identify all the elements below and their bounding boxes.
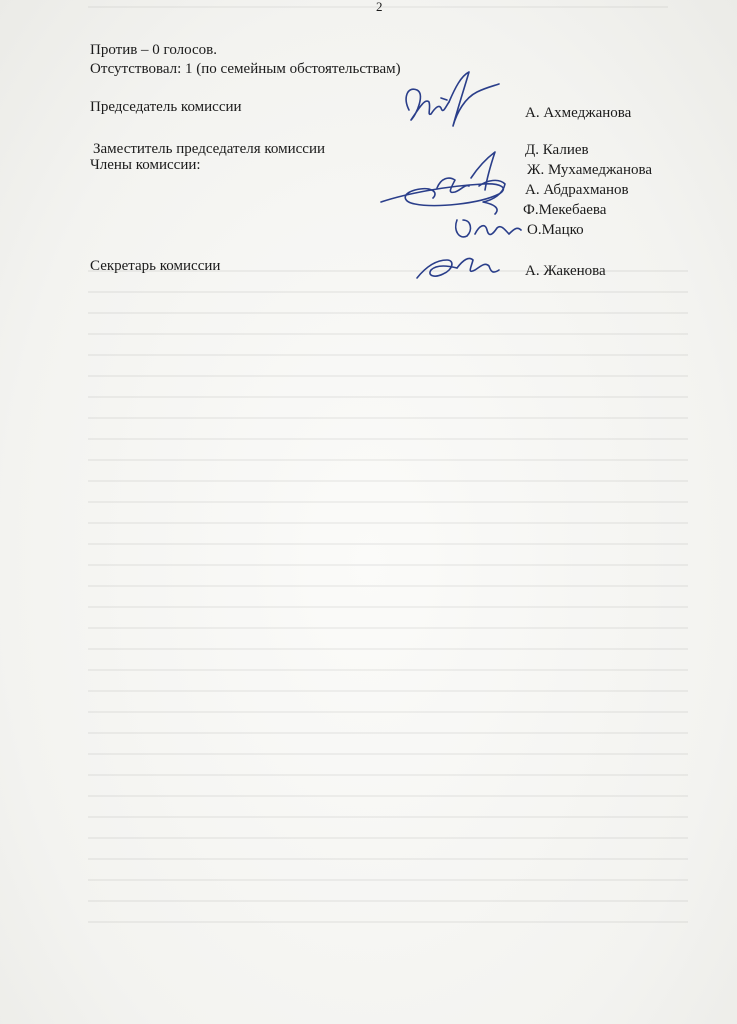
member-name: А. Абдрахманов [525,182,629,198]
chairman-role: Председатель комиссии [90,99,242,115]
secretary-role: Секретарь комиссии [90,258,221,274]
deputy-role: Заместитель председателя комиссии [93,141,326,157]
secretary-name: А. Жакенова [525,263,606,279]
page-number: 2 [376,0,383,14]
vote-against-line: Против – 0 голосов. [90,42,217,58]
member-name: Ф.Мекебаева [523,202,607,218]
chairman-signature [395,68,505,138]
chairman-name: А. Ахмеджанова [525,105,632,121]
member-name: О.Мацко [527,222,584,238]
members-signatures [375,150,535,250]
absent-line: Отсутствовал: 1 (по семейным обстоятельствам) [90,61,401,77]
members-role: Члены комиссии: [90,157,201,173]
member-name: Ж. Мухамеджанова [527,162,653,178]
secretary-signature [413,250,503,284]
deputy-name: Д. Калиев [525,142,589,158]
bleed-through-text [88,270,688,930]
